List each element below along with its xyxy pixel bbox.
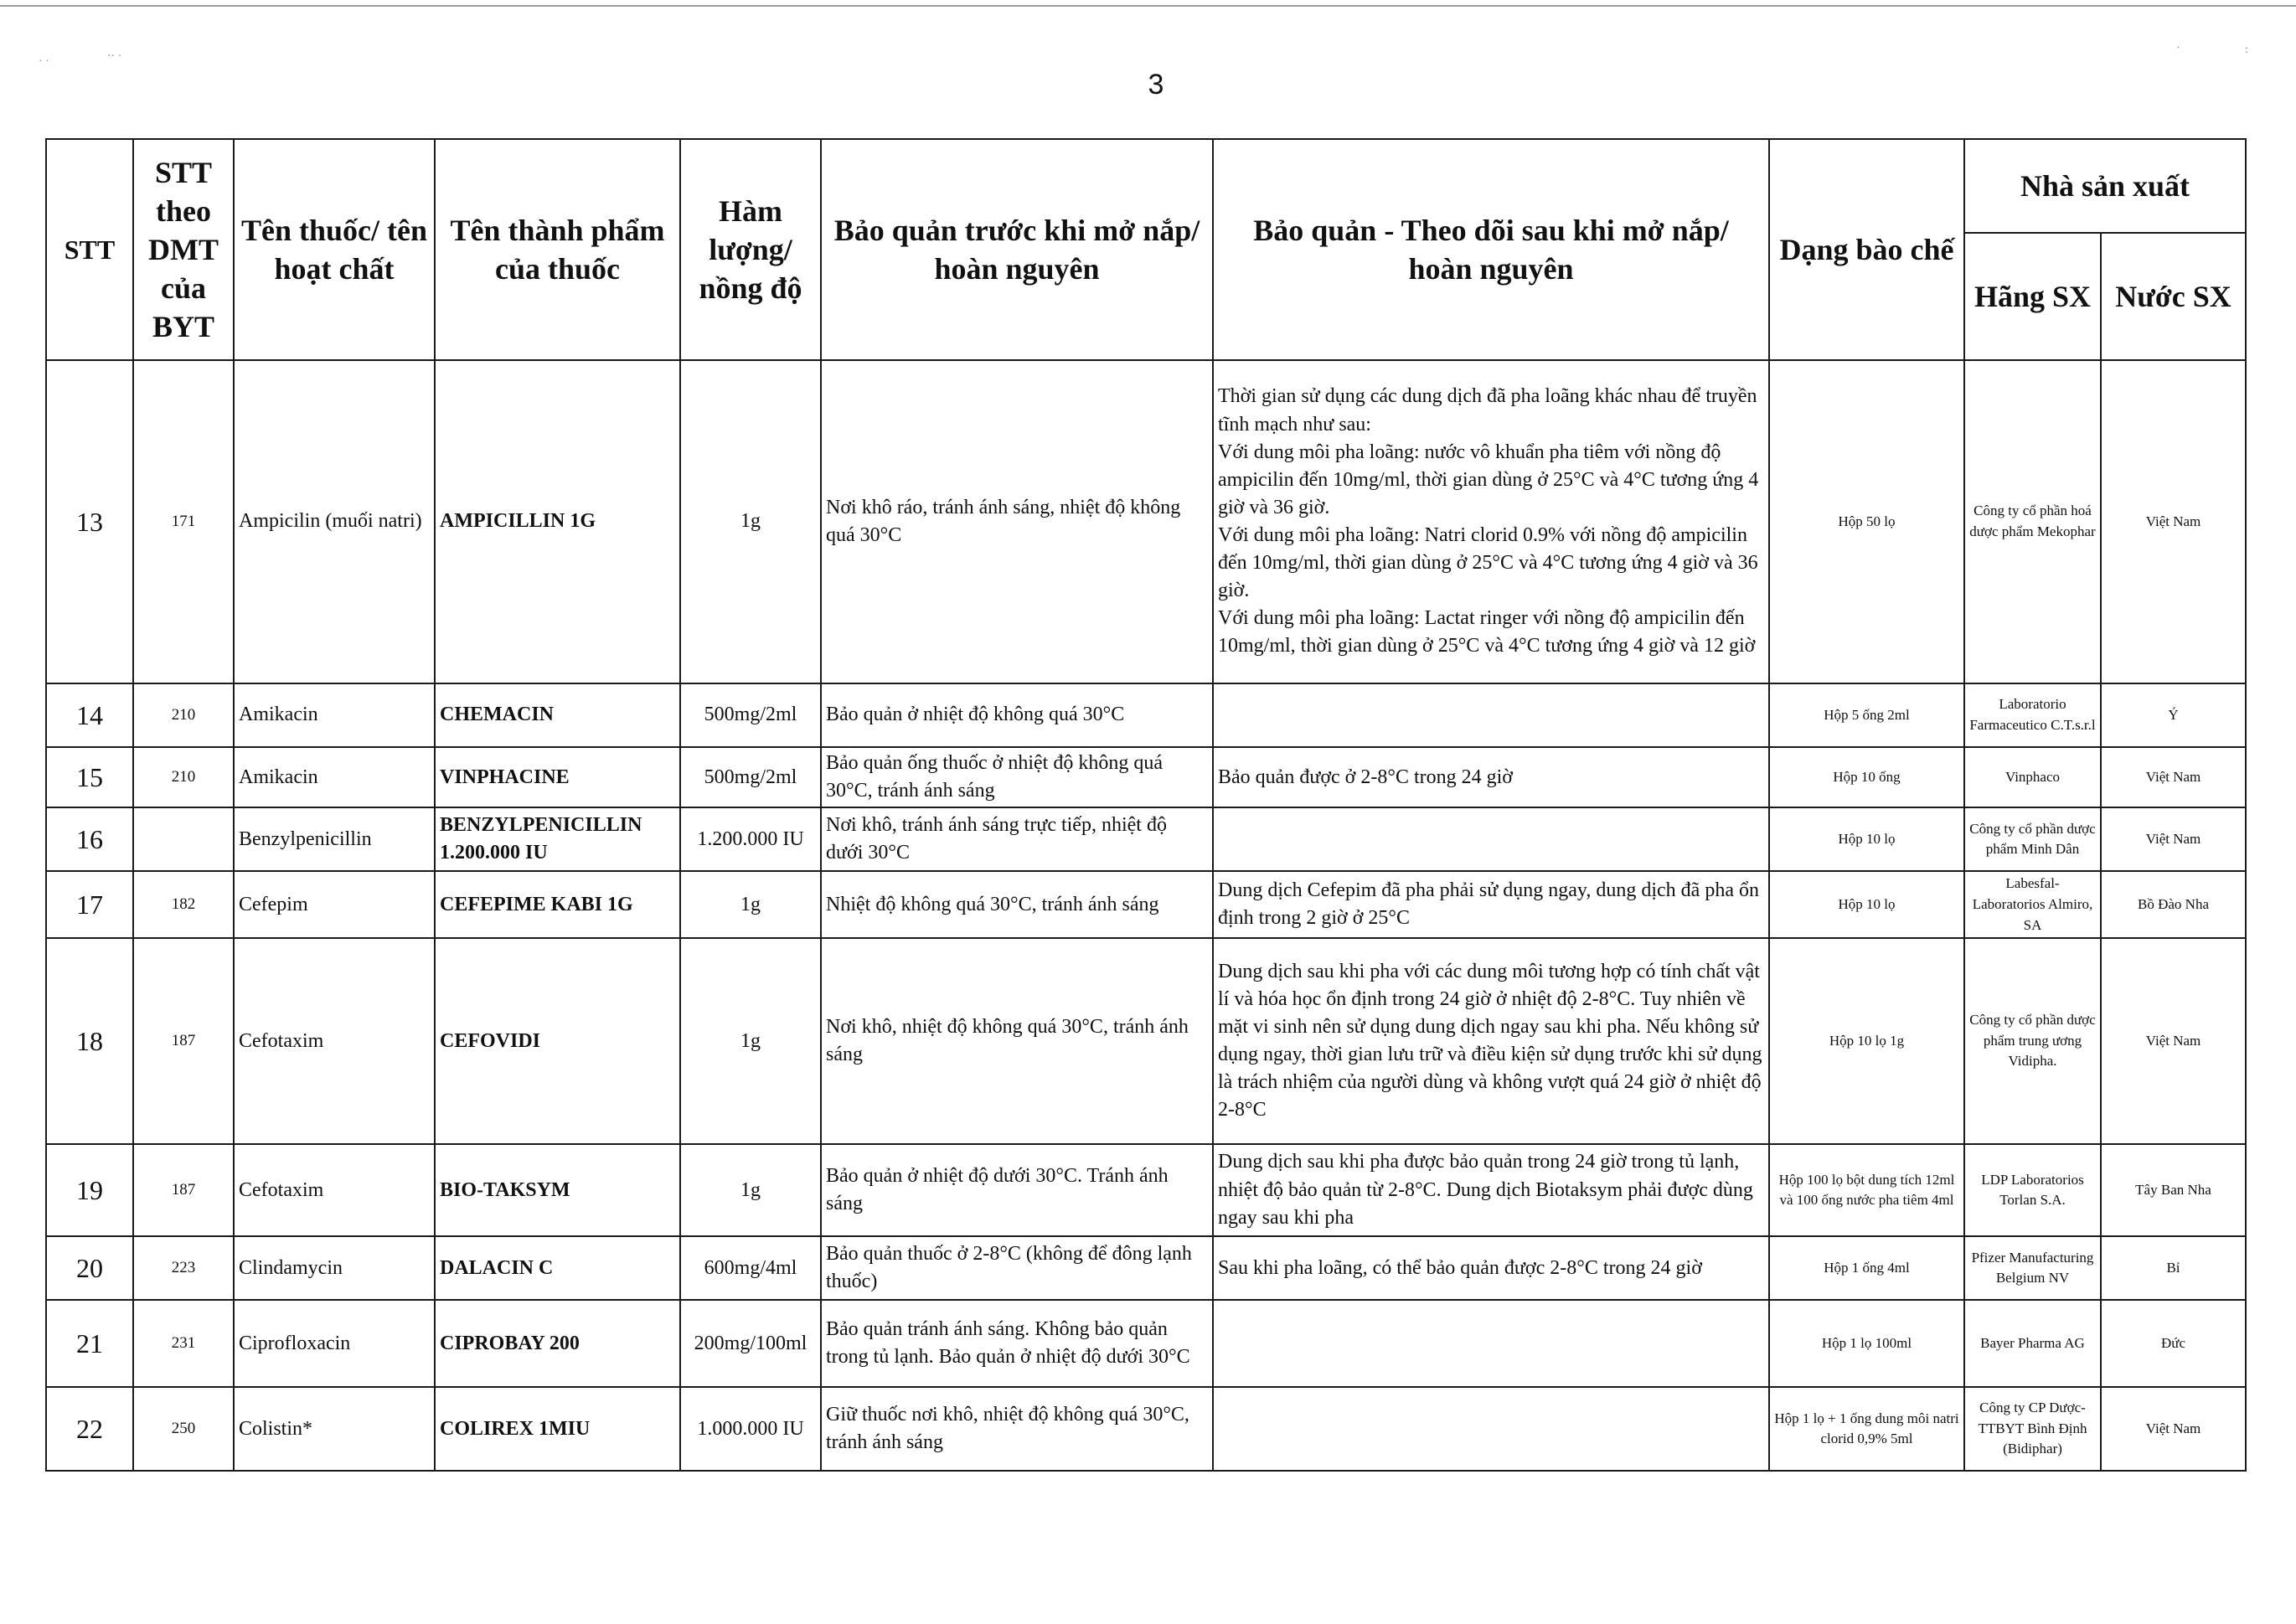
row-maker: Công ty cổ phần dược phẩm trung ương Vidipha. <box>1964 938 2101 1144</box>
header-country: Nước SX <box>2101 233 2246 360</box>
row-product-name: DALACIN C <box>435 1236 680 1300</box>
row-storage-after: Sau khi pha loãng, có thể bảo quản được 2-8°C trong 24 giờ <box>1213 1236 1769 1300</box>
row-storage-after: Dung dịch sau khi pha được bảo quản trong 24 giờ trong tủ lạnh, nhiệt độ bảo quản từ 2-8°C. Dung dịch Biotaksym phải được dùng ngay sau khi pha <box>1213 1144 1769 1236</box>
row-product-name: VINPHACINE <box>435 747 680 807</box>
row-stt: 17 <box>46 871 133 938</box>
scan-speck: ·· · <box>107 50 122 63</box>
row-storage-before: Nơi khô ráo, tránh ánh sáng, nhiệt độ không quá 30°C <box>821 360 1213 683</box>
table-row <box>46 747 2246 807</box>
row-product-name: BENZYLPENICILLIN 1.200.000 IU <box>435 807 680 871</box>
row-storage-before: Nhiệt độ không quá 30°C, tránh ánh sáng <box>821 871 1213 938</box>
row-stt-dmt: 250 <box>133 1387 234 1471</box>
row-country: Đức <box>2101 1300 2246 1387</box>
row-active-ingredient: Cefepim <box>234 871 435 938</box>
row-country: Bồ Đào Nha <box>2101 871 2246 938</box>
row-active-ingredient: Clindamycin <box>234 1236 435 1300</box>
row-dosage-form: Hộp 1 lọ 100ml <box>1769 1300 1964 1387</box>
row-storage-before: Bảo quản ống thuốc ở nhiệt độ không quá 30°C, tránh ánh sáng <box>821 747 1213 807</box>
row-stt-dmt: 182 <box>133 871 234 938</box>
page-number: 3 <box>1148 69 1164 101</box>
row-maker: LDP Laboratorios Torlan S.A. <box>1964 1144 2101 1236</box>
row-stt-dmt: 171 <box>133 360 234 683</box>
row-maker: Bayer Pharma AG <box>1964 1300 2101 1387</box>
row-stt: 22 <box>46 1387 133 1471</box>
row-stt: 14 <box>46 683 133 747</box>
row-active-ingredient: Ampicilin (muối natri) <box>234 360 435 683</box>
row-storage-after <box>1213 807 1769 871</box>
row-stt: 16 <box>46 807 133 871</box>
storage-after-line: Với dung môi pha loãng: nước vô khuẩn pha tiêm với nồng độ ampicilin đến 10mg/ml, thời gian dùng ở 25°C và 4°C tương ứng 4 giờ và 36 giờ. <box>1218 441 1759 518</box>
row-stt: 13 <box>46 360 133 683</box>
row-storage-before: Bảo quản thuốc ở 2-8°C (không để đông lạnh thuốc) <box>821 1236 1213 1300</box>
scan-top-border <box>0 5 2296 7</box>
header-strength: Hàm lượng/ nồng độ <box>680 139 821 360</box>
row-product-name: COLIREX 1MIU <box>435 1387 680 1471</box>
row-stt-dmt: 210 <box>133 683 234 747</box>
row-storage-after <box>1213 683 1769 747</box>
row-active-ingredient: Benzylpenicillin <box>234 807 435 871</box>
header-manufacturer-group: Nhà sản xuất <box>1964 139 2246 233</box>
row-stt-dmt: 187 <box>133 1144 234 1236</box>
row-stt-dmt: 210 <box>133 747 234 807</box>
row-stt: 21 <box>46 1300 133 1387</box>
storage-after-line: Với dung môi pha loãng: Lactat ringer với nồng độ ampicilin đến 10mg/ml, thời gian dùng ở 25°C và 4°C tương ứng 4 giờ và 12 giờ <box>1218 607 1756 657</box>
table-row <box>46 1387 2246 1471</box>
row-country: Việt Nam <box>2101 938 2246 1144</box>
row-country: Ý <box>2101 683 2246 747</box>
table-row <box>46 1236 2246 1300</box>
row-strength: 1.200.000 IU <box>680 807 821 871</box>
row-stt: 20 <box>46 1236 133 1300</box>
header-active-ingredient: Tên thuốc/ tên hoạt chất <box>234 139 435 360</box>
row-product-name: CHEMACIN <box>435 683 680 747</box>
row-country: Việt Nam <box>2101 747 2246 807</box>
row-storage-after <box>1213 360 1769 683</box>
row-country: Việt Nam <box>2101 1387 2246 1471</box>
row-maker: Công ty cổ phần dược phẩm Minh Dân <box>1964 807 2101 871</box>
row-dosage-form: Hộp 10 lọ <box>1769 871 1964 938</box>
row-stt-dmt: 231 <box>133 1300 234 1387</box>
scan-speck: : <box>2245 44 2248 56</box>
row-strength: 1g <box>680 360 821 683</box>
row-dosage-form: Hộp 10 lọ 1g <box>1769 938 1964 1144</box>
row-stt: 19 <box>46 1144 133 1236</box>
row-storage-after: Dung dịch Cefepim đã pha phải sử dụng ngay, dung dịch đã pha ổn định trong 2 giờ ở 25°C <box>1213 871 1769 938</box>
row-dosage-form: Hộp 100 lọ bột dung tích 12ml và 100 ống nước pha tiêm 4ml <box>1769 1144 1964 1236</box>
table-row <box>46 360 2246 683</box>
row-maker: Laboratorio Farmaceutico C.T.s.r.l <box>1964 683 2101 747</box>
header-dosage-form: Dạng bào chế <box>1769 139 1964 360</box>
row-strength: 1g <box>680 1144 821 1236</box>
row-strength: 600mg/4ml <box>680 1236 821 1300</box>
row-strength: 500mg/2ml <box>680 683 821 747</box>
table-row <box>46 1300 2246 1387</box>
row-storage-after: Bảo quản được ở 2-8°C trong 24 giờ <box>1213 747 1769 807</box>
table-row <box>46 938 2246 1144</box>
row-stt-dmt <box>133 807 234 871</box>
row-storage-before: Giữ thuốc nơi khô, nhiệt độ không quá 30°C, tránh ánh sáng <box>821 1387 1213 1471</box>
storage-after-line: Thời gian sử dụng các dung dịch đã pha loãng khác nhau để truyền tĩnh mạch như sau: <box>1218 385 1757 436</box>
header-storage-after: Bảo quản - Theo dõi sau khi mở nắp/ hoàn nguyên <box>1213 139 1769 360</box>
row-storage-after: Dung dịch sau khi pha với các dung môi tương hợp có tính chất vật lí và hóa học ổn định trong 24 giờ ở nhiệt độ 2-8°C. Tuy nhiên về mặt vi sinh nên sử dụng dung dịch ngay sau khi pha. Nếu không sử dụng ngay, thời gian lưu trữ và điều kiện sử dụng trước khi sử dụng là trách nhiệm của người dùng và không vượt quá 24 giờ ở nhiệt độ 2-8°C <box>1213 938 1769 1144</box>
row-country: Việt Nam <box>2101 360 2246 683</box>
row-product-name: CEFEPIME KABI 1G <box>435 871 680 938</box>
table-row <box>46 1144 2246 1236</box>
row-product-name: CEFOVIDI <box>435 938 680 1144</box>
row-active-ingredient: Amikacin <box>234 683 435 747</box>
row-stt: 18 <box>46 938 133 1144</box>
row-maker: Công ty cổ phần hoá dược phẩm Mekophar <box>1964 360 2101 683</box>
row-dosage-form: Hộp 10 lọ <box>1769 807 1964 871</box>
row-stt-dmt: 187 <box>133 938 234 1144</box>
row-storage-before: Bảo quản ở nhiệt độ không quá 30°C <box>821 683 1213 747</box>
row-maker: Pfizer Manufacturing Belgium NV <box>1964 1236 2101 1300</box>
row-stt-dmt: 223 <box>133 1236 234 1300</box>
header-storage-before: Bảo quản trước khi mở nắp/ hoàn nguyên <box>821 139 1213 360</box>
table-row <box>46 871 2246 938</box>
storage-after-line: Với dung môi pha loãng: Natri clorid 0.9% với nồng độ ampicilin đến 10mg/ml, thời gian dùng ở 25°C và 4°C tương ứng 4 giờ và 36 giờ. <box>1218 524 1758 602</box>
row-strength: 1g <box>680 938 821 1144</box>
row-active-ingredient: Colistin* <box>234 1387 435 1471</box>
row-active-ingredient: Cefotaxim <box>234 1144 435 1236</box>
row-country: Tây Ban Nha <box>2101 1144 2246 1236</box>
row-strength: 1g <box>680 871 821 938</box>
row-strength: 200mg/100ml <box>680 1300 821 1387</box>
header-stt-dmt: STT theo DMT của BYT <box>133 139 234 360</box>
row-storage-before: Nơi khô, tránh ánh sáng trực tiếp, nhiệt độ dưới 30°C <box>821 807 1213 871</box>
row-storage-before: Nơi khô, nhiệt độ không quá 30°C, tránh ánh sáng <box>821 938 1213 1144</box>
row-active-ingredient: Ciprofloxacin <box>234 1300 435 1387</box>
row-storage-before: Bảo quản tránh ánh sáng. Không bảo quản trong tủ lạnh. Bảo quản ở nhiệt độ dưới 30°C <box>821 1300 1213 1387</box>
row-country: Việt Nam <box>2101 807 2246 871</box>
scan-speck: · <box>2176 42 2180 54</box>
row-maker: Labesfal-Laboratorios Almiro, SA <box>1964 871 2101 938</box>
row-storage-before: Bảo quản ở nhiệt độ dưới 30°C. Tránh ánh sáng <box>821 1144 1213 1236</box>
row-dosage-form: Hộp 1 lọ + 1 ống dung môi natri clorid 0,9% 5ml <box>1769 1387 1964 1471</box>
row-strength: 1.000.000 IU <box>680 1387 821 1471</box>
header-product-name: Tên thành phẩm của thuốc <box>435 139 680 360</box>
row-active-ingredient: Cefotaxim <box>234 938 435 1144</box>
table-body <box>46 360 2246 1471</box>
row-country: Bỉ <box>2101 1236 2246 1300</box>
header-stt: STT <box>46 139 133 360</box>
table-row <box>46 683 2246 747</box>
row-stt: 15 <box>46 747 133 807</box>
row-active-ingredient: Amikacin <box>234 747 435 807</box>
drug-storage-table <box>45 138 2247 1472</box>
row-dosage-form: Hộp 50 lọ <box>1769 360 1964 683</box>
row-storage-after <box>1213 1300 1769 1387</box>
scan-speck: · · <box>39 55 49 68</box>
row-dosage-form: Hộp 1 ống 4ml <box>1769 1236 1964 1300</box>
row-product-name: BIO-TAKSYM <box>435 1144 680 1236</box>
header-maker: Hãng SX <box>1964 233 2101 360</box>
row-maker: Công ty CP Dược-TTBYT Bình Định (Bidiphar) <box>1964 1387 2101 1471</box>
table-row <box>46 807 2246 871</box>
row-product-name: AMPICILLIN 1G <box>435 360 680 683</box>
row-storage-after <box>1213 1387 1769 1471</box>
row-maker: Vinphaco <box>1964 747 2101 807</box>
row-dosage-form: Hộp 5 ống 2ml <box>1769 683 1964 747</box>
row-product-name: CIPROBAY 200 <box>435 1300 680 1387</box>
row-strength: 500mg/2ml <box>680 747 821 807</box>
row-dosage-form: Hộp 10 ống <box>1769 747 1964 807</box>
